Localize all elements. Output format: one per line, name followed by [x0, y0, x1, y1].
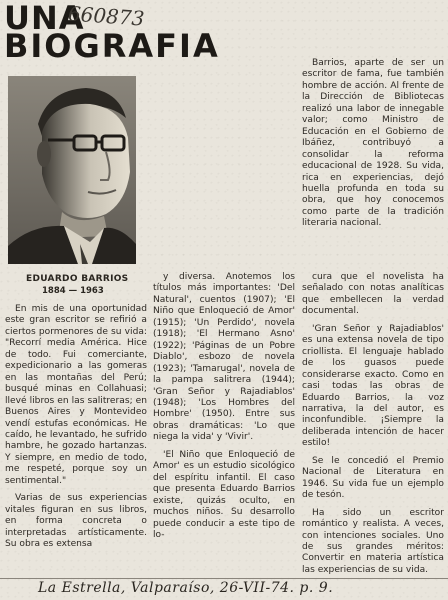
author-dates: 1884 — 1963	[42, 286, 104, 296]
paragraph: y diversa. Anotemos los títulos más importantes: 'Del Natural', cuentos (1907); 'El Niño que Enloqueció de Amor' (1915); 'Un Perdido', novela (1918); 'El Hermano Asno' (1922); 'Páginas de un Pobre Diablo', esbozo de novela (1923); 'Tamarugal', novela de la pampa salitrera (1944); 'Gran Señor y Rajadiablos' (1948); 'Los Hombres del Hombre' (1950). Entre sus obras dramáticas: 'Lo que niega la vida' y 'Vivir'.	[153, 272, 295, 443]
column-1	[5, 304, 147, 557]
column-3	[302, 272, 444, 582]
author-portrait	[8, 76, 136, 264]
footer-divider	[0, 578, 448, 579]
paragraph: Ha sido un escritor romántico y realista. A veces, con intenciones sociales. Uno de sus grandes méritos: Convertir en materia artística las experiencias de su vida.	[302, 507, 444, 575]
paragraph: 'Gran Señor y Rajadiablos' es una extensa novela de tipo criollista. El lenguaje hablado de los guasos puede considerarse exacto. Como en casi todas las obras de Eduardo Barrios, la voz narrativa, la del autor, es inconfundible. ¡Siempre la deliberada intención de hacer estilo!	[302, 323, 444, 449]
author-name: EDUARDO BARRIOS	[26, 274, 129, 284]
headline-line-2: BIOGRAFIA	[4, 27, 220, 65]
handwritten-source-note: La Estrella, Valparaíso, 26-VII-74. p. 9.	[38, 580, 334, 596]
paragraph: Varias de sus experiencias vitales figuran en sus libros, en forma concreta o interpretadas artísticamente. Su obra es extensa	[5, 493, 147, 550]
paragraph: Barrios, aparte de ser un escritor de fama, fue también hombre de acción. Al frente de la Dirección de Bibliotecas realizó una labor de innegable valor; como Ministro de Educación en el Gobierno de Ibáñez, contribuyó a consolidar la reforma educacional de 1928. Su vida, rica en experiencias, dejó huella profunda en toda su obra, que hoy conocemos como parte de la tradición literaria nacional.	[302, 58, 444, 229]
headline-line-1: UNA	[4, 0, 85, 37]
paragraph: 'El Niño que Enloqueció de Amor' es un estudio sicológico del espíritu infantil. El caso que presenta Eduardo Barrios existe, quizás oculto, en muchos niños. Su desarrollo puede conducir a este tipo de lo-	[153, 449, 295, 540]
paragraph: cura que el novelista ha señalado con notas analíticas que embellecen la verdad documental.	[302, 272, 444, 317]
portrait-image	[8, 76, 136, 264]
column-right-top	[302, 58, 444, 230]
handwritten-archive-code: 660873	[67, 1, 146, 31]
paragraph: Se le concedió el Premio Nacional de Literatura en 1946. Su vida fue un ejemplo de tesón.	[302, 455, 444, 501]
paragraph: En mis de una oportunidad este gran escritor se refirió a ciertos pormenores de su vida: "Recorrí media América. Hice de todo. Fui comerciante, expedicionario a las gomeras en las montañas del Perú; busqué minas en Collahuasi; llevé libros en las salitreras; en Buenos Aires y Montevideo vendí estufas económicas. He caído, he levantado, he sufrido hambre, he gozado hartanzas. Y siempre, en medio de todo, me respeté, porque soy un sentimental."	[5, 304, 147, 486]
column-2	[153, 272, 295, 547]
